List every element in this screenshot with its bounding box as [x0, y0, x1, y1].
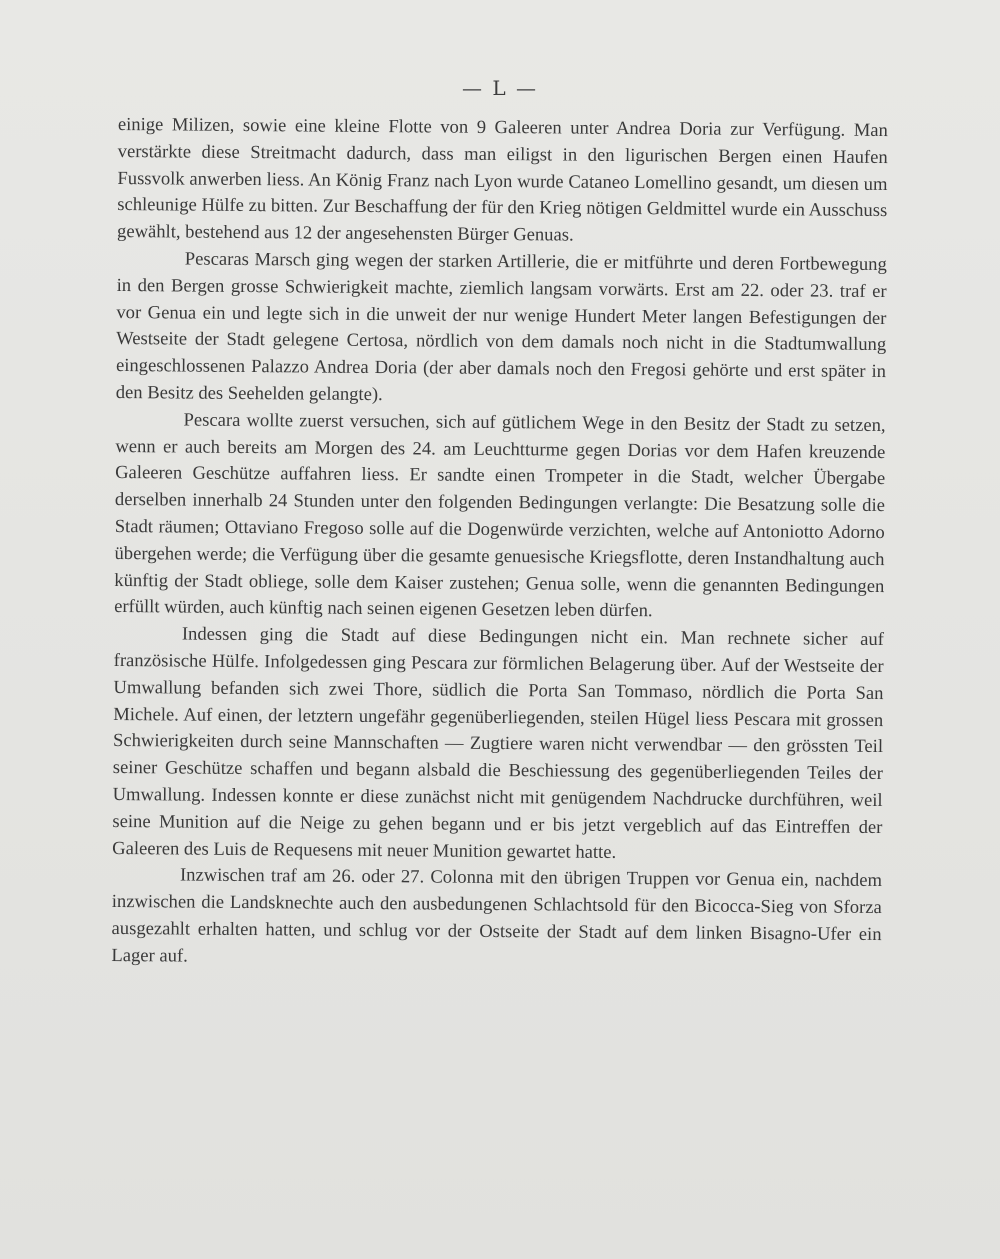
paragraph-1: einige Milizen, sowie eine kleine Flotte von 9 Galeeren unter Andrea Doria zur Verfügung. Man verstärkte diese Streitmacht dadurch, dass man eiligst in den ligurischen Bergen einen Haufen Fussvolk anwerben liess. An König Franz nach Lyon wurde Cataneo Lomellino gesandt, um diesen um schleunige Hülfe zu bitten. Zur Beschaffung der für den Krieg nötigen Geldmittel wurde ein Ausschuss gewählt, bestehend aus 12 der angesehensten Bürger Genuas. [116, 113, 888, 246]
paragraph-4: Indessen ging die Stadt auf diese Bedingungen nicht ein. Man rechnete sicher auf französische Hülfe. Infolgedessen ging Pescara zur förmlichen Belagerung über. Auf der Westseite der Umwallung befanden sich zwei Thore, südlich die Porta San Tommaso, nördlich die Porta San Michele. Auf einen, der letztern ungefähr gegenüberliegenden, steilen Hügel liess Pescara mit grossen Schwierigkeiten durch seine Mannschaften — Zugtiere waren nicht verwendbar — den grössten Teil seiner Geschütze schaffen und begann alsbald die Beschiessung des gegenüberliegenden Teiles der Umwallung. Indessen konnte er diese zunächst nicht mit genügendem Nachdrucke durchführen, weil seine Munition auf die Neige zu gehen begann und er bis jetzt vergeblich auf das Eintreffen der Galeeren des Luis de Requesens mit neuer Munition gewartet hatte. [112, 623, 884, 863]
paragraph-5: Inzwischen traf am 26. oder 27. Colonna mit den übrigen Truppen vor Genua ein, nachdem inzwischen die Landsknechte auch den ausbedungenen Schlachtsold für den Bicocca-Sieg von Sforza ausgezahlt erhalten hatten, und schlug vor der Ostseite der Stadt auf dem linken Bisagno-Ufer ein Lager auf. [111, 864, 883, 967]
text-body [111, 112, 888, 976]
page-number: — L — [462, 76, 538, 100]
paragraph-2: Pescaras Marsch ging wegen der starken Artillerie, die er mitführte und deren Fortbewegung in den Bergen grosse Schwierigkeit machte, ziemlich langsam vorwärts. Erst am 22. oder 23. traf er vor Genua ein und legte sich in die unweit der nur wenige Hundert Meter langen Befestigungen der Westseite der Stadt gelegene Certosa, nördlich von dem damals noch nicht in die Stadtumwallung eingeschlossenen Palazzo Andrea Doria (der aber damals noch den Fregosi gehörte und erst später in den Besitz des Seehelden gelangte). [115, 248, 887, 406]
paragraph-3: Pescara wollte zuerst versuchen, sich auf gütlichem Wege in den Besitz der Stadt zu setzen, wenn er auch bereits am Morgen des 24. am Leuchtturme gegen Dorias vor dem Hafen kreuzende Galeeren Geschütze auffahren liess. Er sandte einen Trompeter in die Stadt, welcher Übergabe derselben innerhalb 24 Stunden unter den folgenden Bedingungen verlangte: Die Besatzung solle die Stadt räumen; Ottaviano Fregoso solle auf die Dogenwürde verzichten, welche auf Antoniotto Adorno übergehen werde; die Verfügung über die gesamte genuesische Kriegsflotte, deren Instandhaltung auch künftig der Stadt obliege, solle dem Kaiser zustehen; Genua solle, wenn die genannten Bedingungen erfüllt würden, auch künftig nach seinen eigenen Gesetzen leben dürfen. [114, 409, 886, 622]
